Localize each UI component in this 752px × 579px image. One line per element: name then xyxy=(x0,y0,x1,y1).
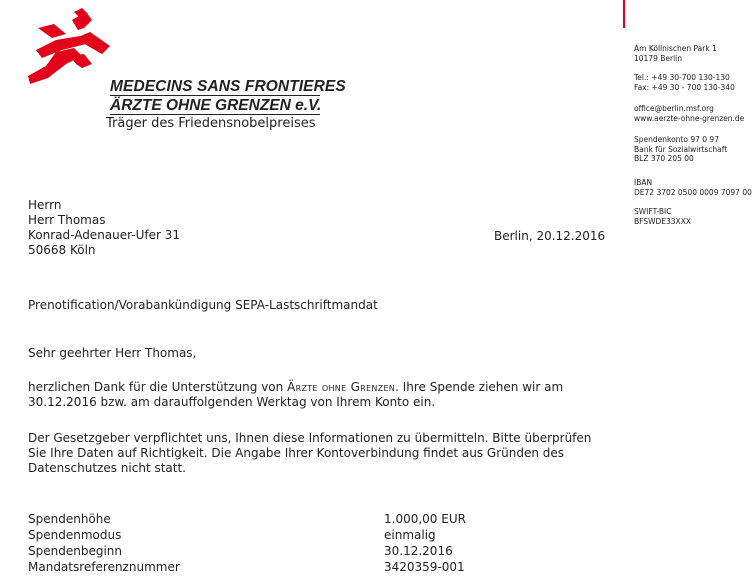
detail-label: Spendenhöhe xyxy=(28,512,111,526)
letter-greeting: Sehr geehrter Herr Thomas, xyxy=(28,346,197,360)
recipient-salutation: Herrn xyxy=(28,198,62,212)
recipient-street: Konrad-Adenauer-Ufer 31 xyxy=(28,228,181,242)
org-name-secondary: ÄRZTE OHNE GRENZEN e.V. xyxy=(110,97,322,114)
sidebar-address: Am Köllnischen Park 1 10179 Berlin xyxy=(634,44,717,63)
letter-subject: Prenotification/Vorabankündigung SEPA-Lastschriftmandat xyxy=(28,298,378,312)
letter-date: Berlin, 20.12.2016 xyxy=(494,229,606,243)
recipient-city: 50668 Köln xyxy=(28,243,96,257)
website-link: www.aerzte-ohne-grenzen.de xyxy=(634,113,745,123)
sidebar-contact-web xyxy=(634,104,744,123)
email-link: office@berlin.msf.org xyxy=(634,104,714,113)
recipient-address xyxy=(28,198,180,258)
running-man-logo-icon xyxy=(26,6,116,86)
org-divider-2 xyxy=(110,114,320,115)
detail-value: 3420359-001 xyxy=(384,560,465,574)
org-divider-1 xyxy=(110,95,320,96)
recipient-name: Herr Thomas xyxy=(28,213,106,227)
sidebar-iban: IBAN DE72 3702 0500 0009 7097 00 xyxy=(634,178,752,197)
org-inline: Ärzte ohne Grenzen xyxy=(287,380,396,394)
paragraph-thanks: herzlichen Dank für die Unterstützung von Ärzte ohne Grenzen. Ihre Spende ziehen wir am 30.12.2016 bzw. am darauffolgenden Werktag von Ihrem Konto ein. xyxy=(28,380,564,409)
tagline: Träger des Friedensnobelpreises xyxy=(106,116,316,131)
paragraph-legal: Der Gesetzgeber verpflichtet uns, Ihnen diese Informationen zu übermitteln. Bitte überprüfen Sie Ihre Daten auf Richtigkeit. Die Angabe Ihrer Kontoverbindung findet aus Gründen des Datenschutzes nicht statt. xyxy=(28,431,592,475)
detail-value: 1.000,00 EUR xyxy=(384,512,466,526)
detail-value: 30.12.2016 xyxy=(384,544,453,558)
detail-label: Spendenbeginn xyxy=(28,544,122,558)
sidebar-accent-bar xyxy=(623,0,625,28)
detail-label: Mandatsreferenznummer xyxy=(28,560,180,574)
sidebar-bic: SWIFT-BIC BFSWDE33XXX xyxy=(634,207,691,226)
sidebar-bank: Spendenkonto 97 0 97 Bank für Sozialwirtschaft BLZ 370 205 00 xyxy=(634,135,728,163)
detail-label: Spendenmodus xyxy=(28,528,122,542)
sidebar-phone: Tel.: +49 30-700 130-130 Fax: +49 30 - 700 130-340 xyxy=(634,73,735,92)
detail-value: einmalig xyxy=(384,528,436,542)
org-name-primary: MEDECINS SANS FRONTIERES xyxy=(110,78,346,95)
